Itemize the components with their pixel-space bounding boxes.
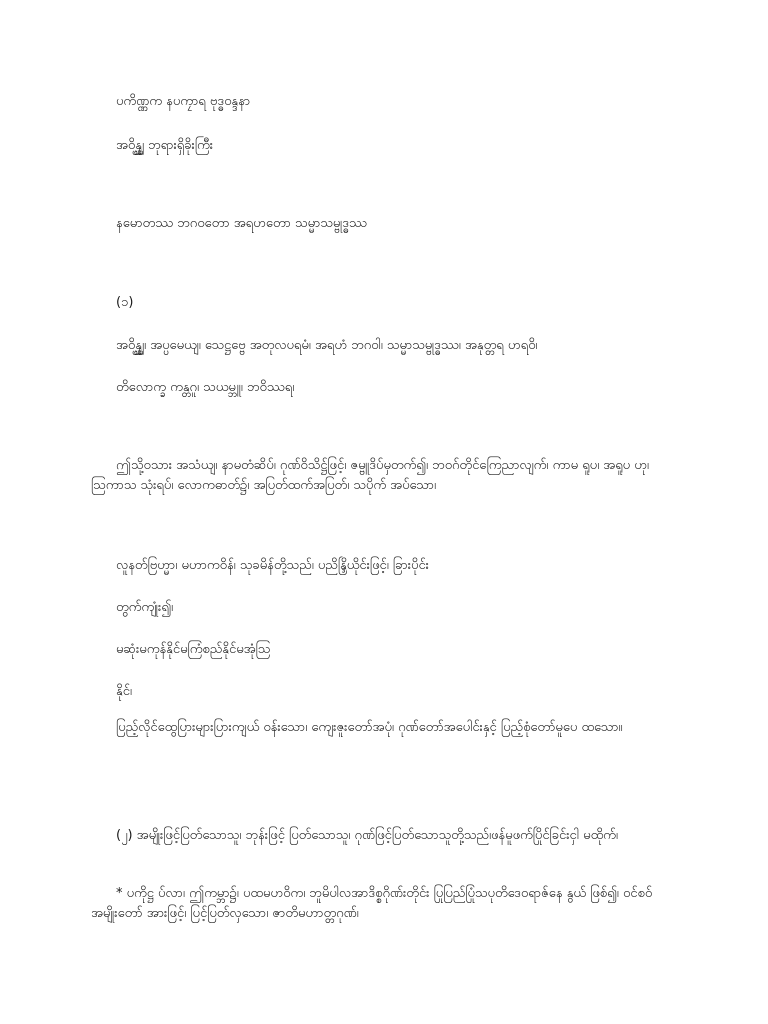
paragraph-3: ပြည့်လိုင်ထွေပြားများပြားကျယ် ဝန်းသော၊ ကျေးဇူးတော်အပုံ၊ ဂုဏ်တော်အပေါင်းနှင့် ပြည့်စုံတော်မူပေ ထသော။ [116,720,623,735]
footnote-paragraph: * ပကိုဋ္ဌ ပ်လာ၊ ဤကမ္ဘာ၌၊ ပထမဟဝိက၊ ဘူမိပါလအာဒိစ္စဂိုဏ်းတိုင်း ပြုပြည်ပြုံသပုတိဒေဝရာဇ်နေ နွယ် ဖြစ်၍၊ ဝင်စဝ် အမျိုးတော် အားဖြင့်၊ ပြင့်ပြတ်လှသော၊ ဇာတိမဟာတ္တဂုဏ်၊ [91,886,653,921]
section-1-number: (၁) [116,295,134,310]
paragraph-2-line-3: မဆုံးမကုန်နိုင်မကြံစည်နိုင်မအုံသြ [116,642,271,657]
homage-line: နမောတဿ ဘဂဝတော အရဟတော သမ္မာသမ္ဗုဒ္ဓဿ [116,216,367,231]
heading-line-1: ပကိဏ္ဏက နပကၠာရ ဗုဒ္ဓဝန္ဒနာ [116,94,251,109]
verse-line-1: အဝိန္ဃ္ယျ၊ အပ္ပမေယျ၊ သေဋ္ဌဗ္ဗေ အတုလပရမံ၊ အရဟံ ဘဂဝါ၊ သမ္မာသမ္ဗုဒ္ဓဿ၊ အနုတ္တရ ဟရဝိ၊ [116,338,538,353]
heading-line-2: အဝိန္ဃ္ယျ ဘုရားရှိခိုးကြီး [116,138,214,153]
section-2-paragraph: (၂) အမျိုးဖြင့်ပြတ်သောသူ၊ ဘုန်းဖြင့် ပြတ်သောသူ၊ ဂုဏ်ဖြင့်ပြတ်သောသူတို့သည်၊ဖန်မူဖက်ပြိုင်ခြင်းငှါ မထိုက်၊ [116,828,618,843]
verse-line-2: တိလောက္ခ ကန္တဂူ၊ သယမ္ဘူ၊ ဘဝိဿရ၊ [116,380,295,395]
paragraph-2-line-2: တွက်ကျုံး၍၊ [116,600,174,615]
paragraph-2-line-4: နိုင်၊ [116,684,132,699]
paragraph-2-line-1: လူနတ်ဗြဟ္မာ၊ မဟာကဝိန်၊ သုခမိန်တို့သည်၊ ပညိန္ဒြိယိုင်းဖြင့်၊ ခြားပိုင်း [116,558,429,573]
paragraph-1: ဤသို့ဝသား အသံယျ၊ နာမတံဆိပ်၊ ဂုဏ်ဝိသိဋ္ဌ်ဖြင့်၊ ဇမ္ဗူဒိပ်မှတက်၍၊ ဘဝဂ်တိုင်ကြေညာလျက်၊ ကာမ ရူပ၊ အရူပ ဟု၊ ဩကာသ သုံးရပ်၊ လောကဓာတ်၌၊ အပြတ်ထက်အပြတ်၊ သပိုက် အပ်သော၊ [91,458,649,493]
